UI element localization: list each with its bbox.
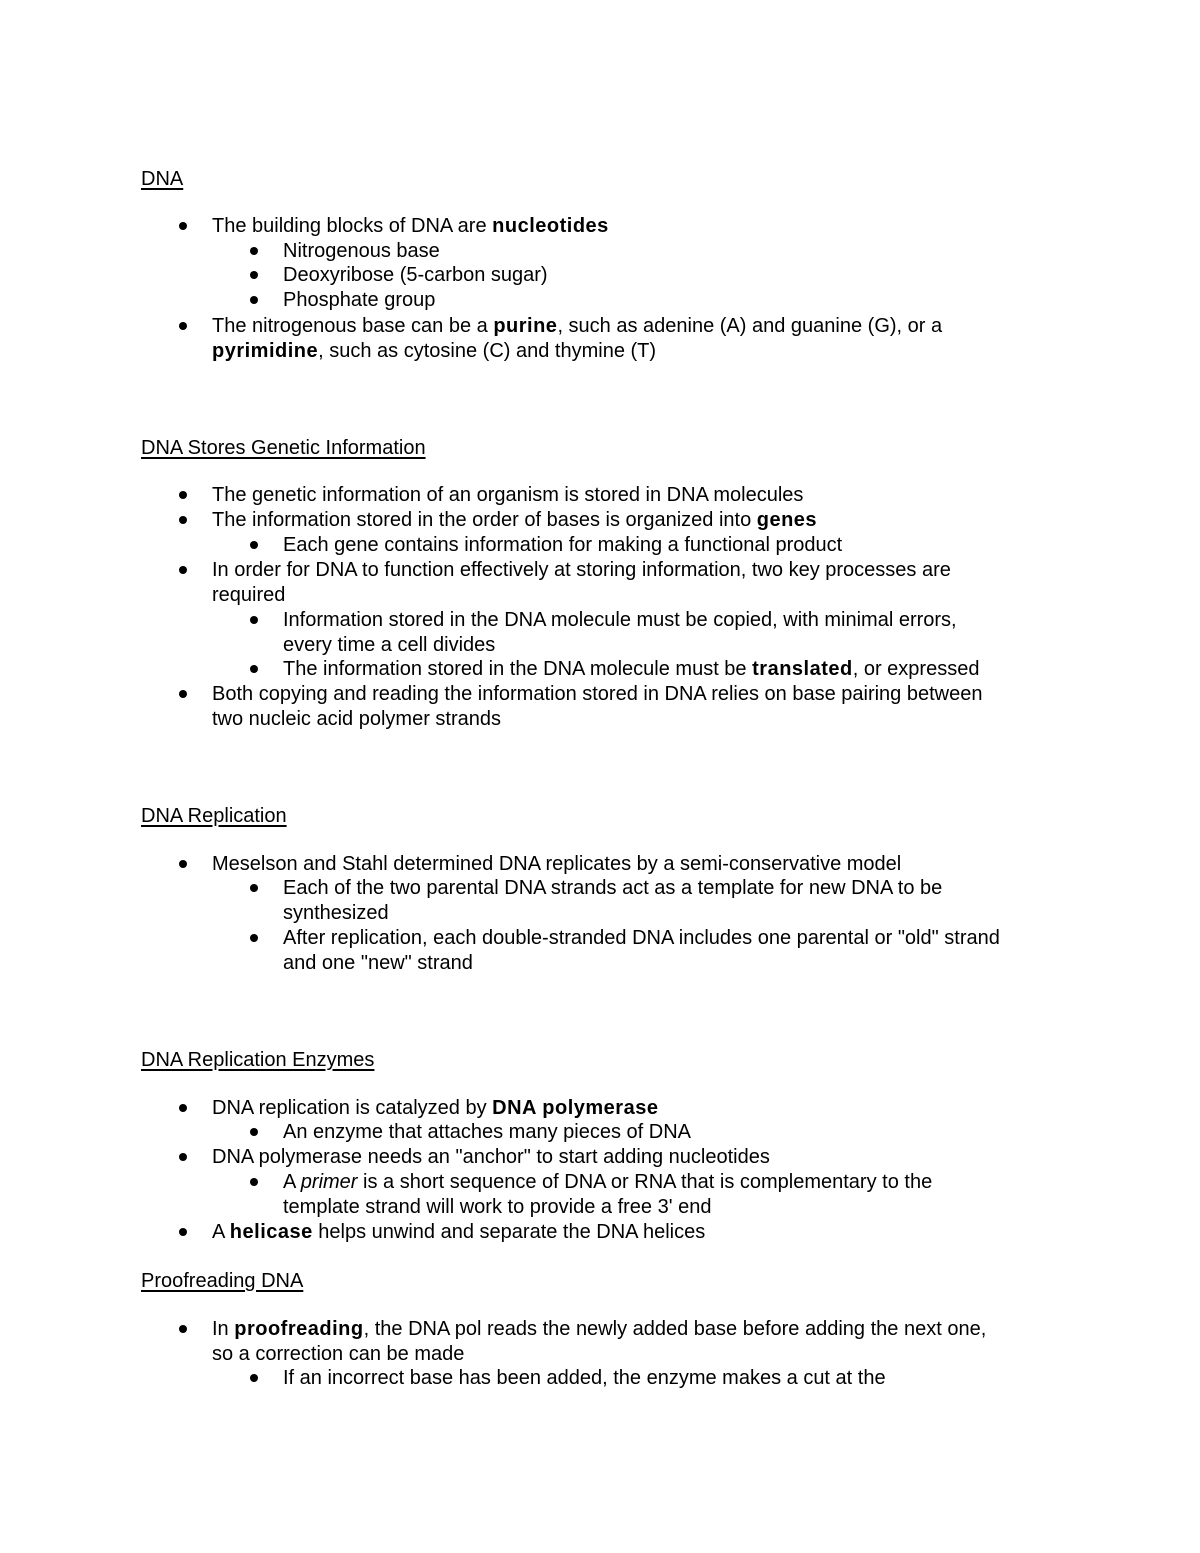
text-run: , such as cytosine (C) and thymine (T)	[318, 339, 657, 362]
text-run: , such as adenine (A) and guanine (G), or a	[557, 315, 943, 337]
text-run: Each gene contains information for making a functional product	[283, 534, 843, 556]
text-run: The genetic information of an organism is stored in DNA molecules	[212, 484, 804, 506]
bold-term: nucleotides	[492, 215, 609, 237]
italic-term: primer	[300, 1171, 358, 1193]
text-run: Meselson and Stahl determined DNA replicates by a semi-conservative model	[212, 853, 902, 875]
section-heading-dna-replication-enzymes: DNA Replication Enzymes	[141, 1049, 375, 1071]
sub-bullet-item	[283, 533, 842, 558]
sub-bullet-item	[283, 1366, 886, 1391]
text-run: Nitrogenous base	[283, 240, 440, 262]
text-run: In order for DNA to function effectively at storing information, two key processes are	[212, 559, 951, 581]
bold-term: helicase	[229, 1221, 313, 1243]
text-run: DNA replication is catalyzed by	[212, 1097, 493, 1119]
bullet-item	[212, 314, 942, 364]
bullet-item	[212, 483, 803, 508]
section-heading-proofreading-dna: Proofreading DNA	[141, 1270, 304, 1292]
bullet-item	[212, 214, 609, 239]
bold-term: translated	[752, 658, 853, 680]
text-run: Deoxyribose (5-carbon sugar)	[283, 264, 548, 286]
text-run: The information stored in the DNA molecule must be	[283, 658, 753, 680]
text-run: helps unwind and separate the DNA helices	[312, 1221, 706, 1243]
text-run: The information stored in the order of bases is organized into	[212, 509, 757, 531]
sub-bullet-item	[283, 263, 548, 288]
text-run: If an incorrect base has been added, the enzyme makes a cut at the	[283, 1367, 886, 1389]
bold-term: genes	[756, 509, 818, 531]
text-run: The nitrogenous base can be a	[212, 315, 494, 337]
sub-bullet-item	[283, 239, 440, 264]
bold-term: purine	[493, 315, 558, 337]
text-run: is a short sequence of DNA or RNA that is complementary to the	[357, 1171, 933, 1193]
text-run: and one "new" strand	[283, 951, 473, 974]
text-run: Both copying and reading the information stored in DNA relies on base pairing between	[212, 683, 983, 705]
sub-bullet-item	[283, 657, 979, 682]
sub-bullet-item	[283, 1120, 691, 1145]
bullet-item	[212, 682, 982, 732]
bullet-item	[212, 852, 901, 877]
text-run: DNA polymerase needs an "anchor" to start adding nucleotides	[212, 1146, 770, 1168]
text-run: , or expressed	[852, 658, 980, 680]
text-run: After replication, each double-stranded DNA includes one parental or "old" strand	[283, 927, 1000, 949]
section-heading-dna: DNA	[141, 168, 184, 190]
sub-bullet-item	[283, 1170, 932, 1220]
text-run: An enzyme that attaches many pieces of DNA	[283, 1121, 691, 1143]
text-run: Each of the two parental DNA strands act as a template for new DNA to be	[283, 877, 943, 899]
sub-bullet-item	[283, 288, 435, 313]
bullet-item	[212, 1317, 986, 1367]
text-run: A	[212, 1221, 230, 1243]
text-run: In	[212, 1318, 235, 1340]
bold-term: DNA polymerase	[492, 1097, 659, 1119]
text-run: Information stored in the DNA molecule must be copied, with minimal errors,	[283, 609, 957, 631]
sub-bullet-item	[283, 926, 1000, 976]
bullet-item	[212, 508, 817, 533]
sub-bullet-item	[283, 608, 957, 658]
section-heading-dna-stores-genetic-information: DNA Stores Genetic Information	[141, 437, 426, 459]
section-heading-dna-replication: DNA Replication	[141, 805, 287, 827]
text-run: template strand will work to provide a free 3' end	[283, 1195, 712, 1218]
text-run: A	[283, 1171, 301, 1193]
text-run: synthesized	[283, 901, 389, 924]
text-run: Phosphate group	[283, 289, 436, 311]
sub-bullet-item	[283, 876, 942, 926]
text-run: required	[212, 583, 286, 606]
text-run: two nucleic acid polymer strands	[212, 707, 502, 730]
text-run: , the DNA pol reads the newly added base before adding the next one,	[363, 1318, 987, 1340]
bold-term: pyrimidine	[212, 339, 319, 362]
text-run: so a correction can be made	[212, 1342, 465, 1365]
bullet-item	[212, 1220, 705, 1245]
text-run: every time a cell divides	[283, 633, 496, 656]
text-run: The building blocks of DNA are	[212, 215, 493, 237]
bullet-item	[212, 1096, 658, 1121]
bold-term: proofreading	[234, 1318, 364, 1340]
bullet-item	[212, 558, 951, 608]
bullet-item	[212, 1145, 770, 1170]
